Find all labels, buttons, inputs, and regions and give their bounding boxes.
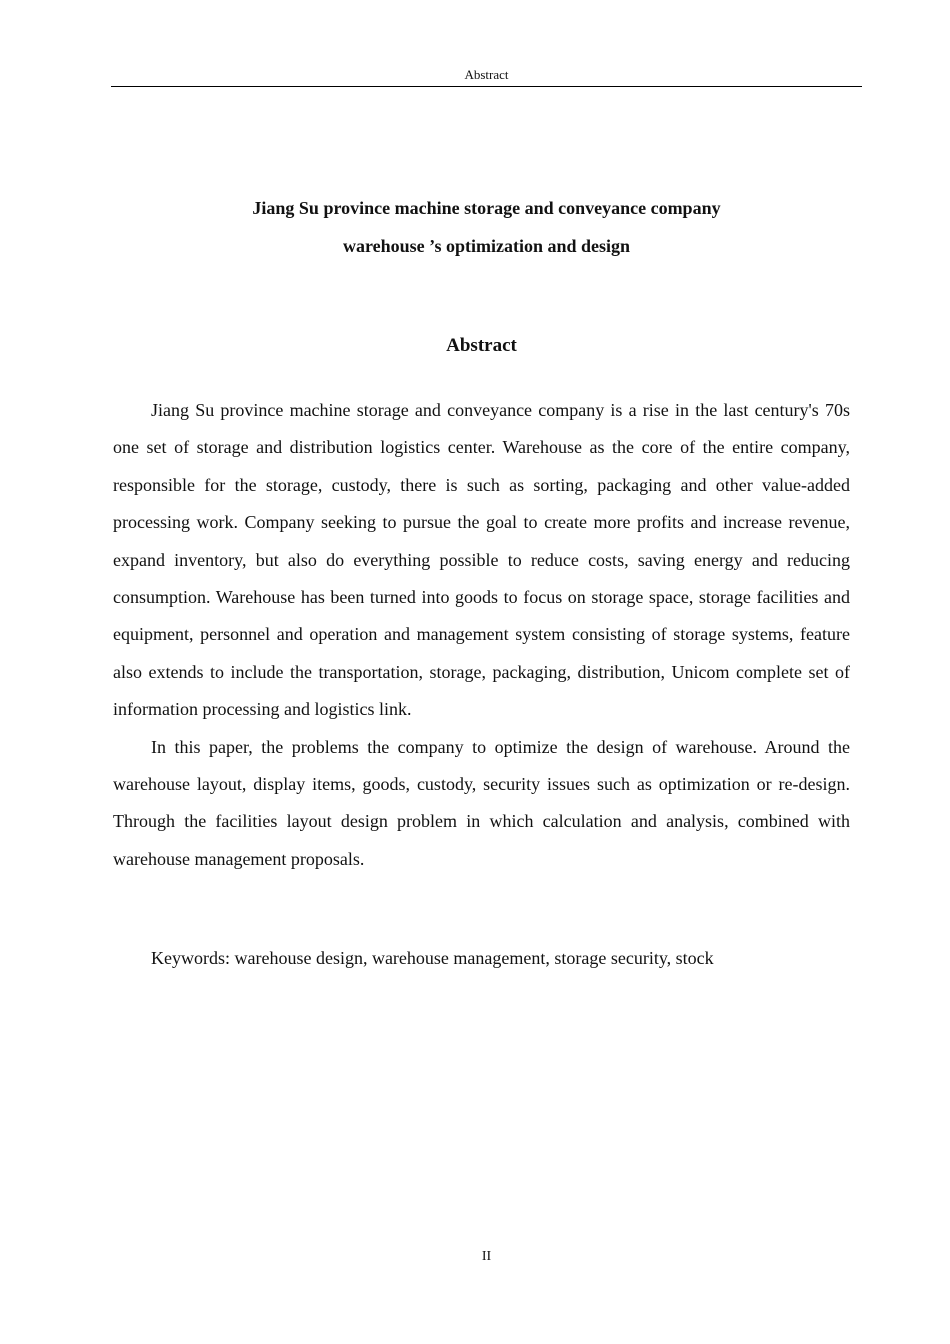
page-number: II [481,1249,492,1264]
keywords: Keywords: warehouse design, warehouse management, storage security, stock [151,948,714,968]
running-header: Abstract [111,66,862,87]
paper-title [111,190,862,265]
abstract-paragraph-1: Jiang Su province machine storage and conveyance company is a rise in the last century's 70s one set of storage and distribution logistics center. Warehouse as the core of the entire company, responsible for the storage, custody, there is such as sorting, packaging and other value-added processing work. Company seeking to pursue the goal to create more profits and increase revenue, expand inventory, but also do everything possible to reduce costs, saving energy and reducing consumption. Warehouse has been turned into goods to focus on storage space, storage facilities and equipment, personnel and operation and management system consisting of storage systems, feature also extends to include the transportation, storage, packaging, distribution, Unicom complete set of information processing and logistics link. [113,400,850,720]
abstract-paragraph-2: In this paper, the problems the company to optimize the design of warehouse. Around the warehouse layout, display items, goods, custody, security issues such as optimization or re-design. Through the facilities layout design problem in which calculation and analysis, combined with warehouse management proposals. [113,736,850,869]
paper-title-line-2: warehouse ’s optimization and design [342,235,631,256]
paper-title-line-1: Jiang Su province machine storage and conveyance company [252,198,721,218]
abstract-heading: Abstract [446,335,517,356]
abstract-body [113,392,850,878]
